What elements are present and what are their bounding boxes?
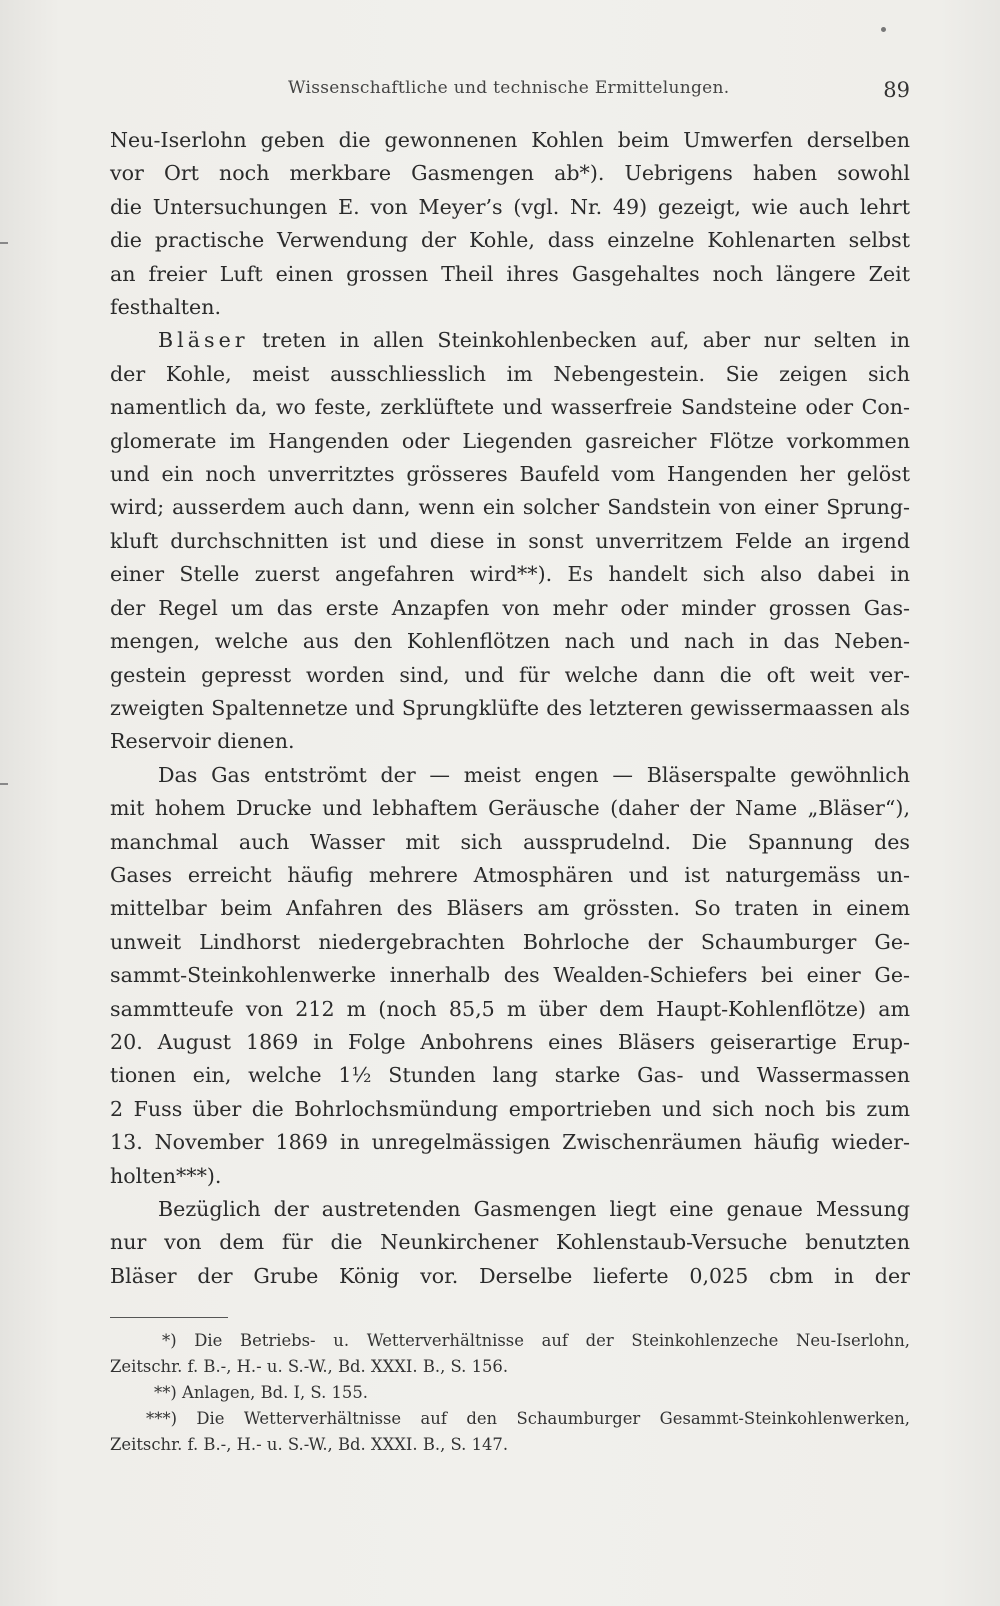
text-line: Reservoir dienen. bbox=[110, 729, 295, 754]
paragraph-2 bbox=[110, 324, 910, 758]
text-line: Neu-Iserlohn geben die gewonnenen Kohlen beim Umwerfen derselben bbox=[110, 128, 910, 152]
text-line: mit hohem Drucke und lebhaftem Geräusche (daher der Name „Bläser“), bbox=[110, 796, 910, 821]
running-head: Wissenschaftliche und technische Ermittelungen. bbox=[288, 78, 730, 98]
footnote-line: *) Die Betriebs- u. Wetterverhältnisse auf der Steinkohlenzeche Neu-Iserlohn, bbox=[162, 1331, 910, 1350]
margin-mark bbox=[0, 783, 8, 785]
text-line: gestein gepresst worden sind, und für welche dann die oft weit ver- bbox=[110, 662, 910, 687]
text-run: treten in allen Steinkohlenbecken auf, aber nur selten in bbox=[248, 328, 910, 353]
text-line: Bläser der Grube König vor. Derselbe lieferte 0,025 cbm in der bbox=[110, 1263, 910, 1288]
text-line: holten***). bbox=[110, 1163, 222, 1188]
text-line: namentlich da, wo feste, zerklüftete und wasserfreie Sandsteine oder Con- bbox=[110, 395, 910, 420]
spaced-term: Bläser bbox=[158, 328, 249, 353]
footnote-1 bbox=[110, 1328, 910, 1380]
paragraph-1 bbox=[110, 124, 910, 324]
text-line: an freier Luft einen grossen Theil ihres Gasgehaltes noch längere Zeit bbox=[110, 261, 910, 286]
footnotes bbox=[110, 1328, 910, 1458]
text-line bbox=[110, 324, 910, 357]
text-line: festhalten. bbox=[110, 295, 222, 320]
footnote-line: Zeitschr. f. B.-, H.- u. S.-W., Bd. XXXI. B., S. 147. bbox=[110, 1435, 509, 1454]
footnote-line: **) Anlagen, Bd. I, S. 155. bbox=[154, 1383, 368, 1402]
text-line: Gases erreicht häufig mehrere Atmosphären und ist naturgemäss un- bbox=[110, 862, 910, 887]
footnote-line: ***) Die Wetterverhältnisse auf den Schaumburger Gesammt-Steinkohlenwerken, bbox=[146, 1409, 910, 1428]
body-text bbox=[110, 124, 910, 1293]
text-line: sammtteufe von 212 m (noch 85,5 m über dem Haupt-Kohlenflötze) am bbox=[110, 996, 910, 1021]
text-line: tionen ein, welche 1½ Stunden lang starke Gas- und Wassermassen bbox=[110, 1063, 910, 1088]
text-line: der Kohle, meist ausschliesslich im Nebengestein. Sie zeigen sich bbox=[110, 361, 910, 386]
text-line: und ein noch unverritztes grösseres Baufeld vom Hangenden her gelöst bbox=[110, 462, 910, 487]
text-line: Das Gas entströmt der — meist engen — Bläserspalte gewöhnlich bbox=[158, 762, 910, 787]
text-line: Bezüglich der austretenden Gasmengen liegt eine genaue Messung bbox=[158, 1197, 910, 1221]
page-number: 89 bbox=[883, 78, 910, 102]
text-line: 2 Fuss über die Bohrlochsmündung emportrieben und sich noch bis zum bbox=[110, 1096, 910, 1121]
text-line: unweit Lindhorst niedergebrachten Bohrloche der Schaumburger Ge- bbox=[110, 929, 910, 954]
text-line: vor Ort noch merkbare Gasmengen ab*). Uebrigens haben sowohl bbox=[110, 161, 910, 186]
paragraph-3 bbox=[110, 759, 910, 1193]
text-line: kluft durchschnitten ist und diese in sonst unverritzem Felde an irgend bbox=[110, 528, 910, 553]
text-line: der Regel um das erste Anzapfen von mehr oder minder grossen Gas- bbox=[110, 595, 910, 620]
text-line: 20. August 1869 in Folge Anbohrens eines Bläsers geiserartige Erup- bbox=[110, 1029, 910, 1054]
footnote-divider bbox=[110, 1317, 228, 1318]
text-line: nur von dem für die Neunkirchener Kohlenstaub-Versuche benutzten bbox=[110, 1230, 910, 1255]
footnote-line: Zeitschr. f. B.-, H.- u. S.-W., Bd. XXXI. B., S. 156. bbox=[110, 1357, 509, 1376]
text-line: glomerate im Hangenden oder Liegenden gasreicher Flötze vorkommen bbox=[110, 428, 910, 453]
text-line: die practische Verwendung der Kohle, dass einzelne Kohlenarten selbst bbox=[110, 228, 910, 253]
margin-mark bbox=[0, 242, 8, 244]
text-line: die Untersuchungen E. von Meyer’s (vgl. Nr. 49) gezeigt, wie auch lehrt bbox=[110, 194, 910, 219]
text-line: zweigten Spaltennetze und Sprungklüfte des letzteren gewissermaassen als bbox=[110, 695, 910, 720]
text-line: mengen, welche aus den Kohlenflötzen nach und nach in das Neben- bbox=[110, 629, 910, 654]
text-line: einer Stelle zuerst angefahren wird**). Es handelt sich also dabei in bbox=[110, 562, 910, 587]
text-line: wird; ausserdem auch dann, wenn ein solcher Sandstein von einer Sprung- bbox=[110, 495, 910, 520]
paragraph-4 bbox=[110, 1193, 910, 1293]
print-speck bbox=[881, 27, 886, 32]
footnote-2 bbox=[110, 1380, 910, 1406]
text-line: 13. November 1869 in unregelmässigen Zwischenräumen häufig wieder- bbox=[110, 1130, 910, 1155]
footnote-3 bbox=[110, 1406, 910, 1458]
text-line: sammt-Steinkohlenwerke innerhalb des Wealden-Schiefers bei einer Ge- bbox=[110, 963, 910, 988]
text-line: mittelbar beim Anfahren des Bläsers am grössten. So traten in einem bbox=[110, 896, 910, 921]
text-line: manchmal auch Wasser mit sich aussprudelnd. Die Spannung des bbox=[110, 829, 910, 854]
page-header bbox=[110, 78, 910, 108]
